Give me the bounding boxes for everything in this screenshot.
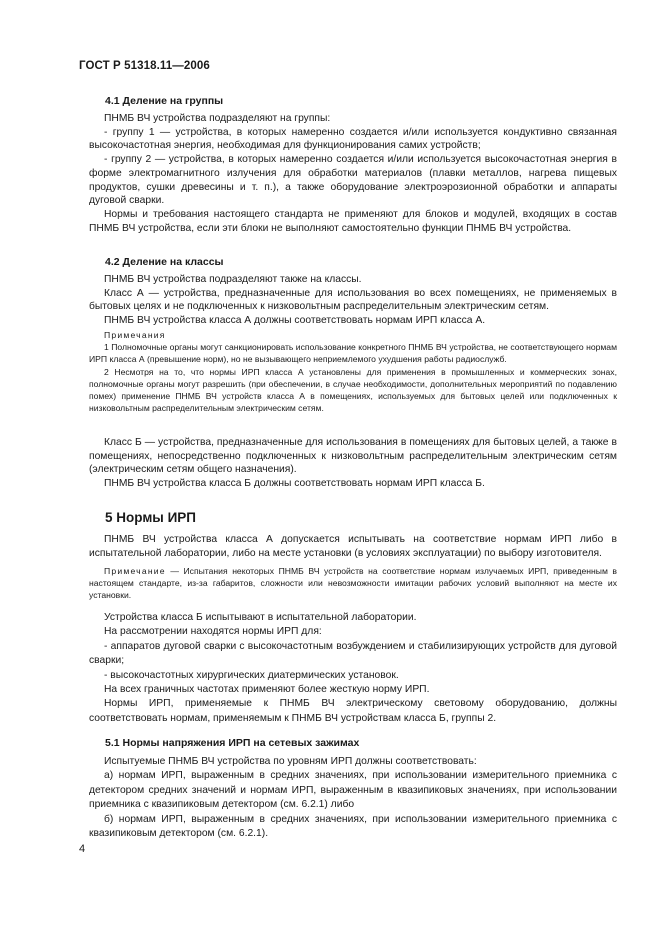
section-4-2-body xyxy=(89,273,617,328)
section-4-1-title: 4.1 Деление на группы xyxy=(105,95,224,107)
paragraph: ПНМБ ВЧ устройства класса А допускается испытывать на соответствие нормам ИРП либо в испытательной лаборатории, либо на месте установки (в условиях эксплуатации) по выбору изготовителя. xyxy=(89,534,617,559)
paragraph: Класс Б — устройства, предназначенные для использования в помещениях для бытовых целей, а также в помещениях, непосредственно подключенных к низковольтным распределительным электрическим сетям (электрическим сетям общего назначения). xyxy=(89,437,617,476)
paragraph: ПНМБ ВЧ устройства подразделяют на группы: xyxy=(104,113,331,124)
paragraph: Нормы и требования настоящего стандарта не применяют для блоков и модулей, входящих в состав ПНМБ ВЧ устройства, если эти блоки не выполняют самостоятельно функции ПНМБ ВЧ устройства. xyxy=(89,208,617,234)
paragraph: - группу 2 — устройства, в которых намеренно создается и/или используется высокочастотная энергия в форме электромагнитного излучения для обработки материалов (плавки металлов, нагрева пищевых продуктов, сушки древесины и т. п.), а также оборудование электроэрозионной обработки и аппараты дуговой сварки. xyxy=(89,154,617,207)
notes-label: Примечания xyxy=(104,330,166,340)
paragraph: На рассмотрении находятся нормы ИРП для: xyxy=(104,626,322,638)
paragraph: а) нормам ИРП, выраженным в средних значениях, при использовании измерительного приемника с детектором средних значений и нормам ИРП, выраженным в квазипиковых значениях, при использовании приемника с квазипиковым детектором (см. 6.2.1) либо xyxy=(89,770,617,811)
paragraph: Класс А — устройства, предназначенные для использования во всех помещениях, не применяемых в бытовых целях и не подключенных к низковольтным распределительным электрическим сетям. xyxy=(89,287,617,313)
section-5-body-2 xyxy=(89,611,617,726)
paragraph: Устройства класса Б испытывают в испытательной лаборатории. xyxy=(104,612,417,623)
notes-block xyxy=(89,330,617,415)
section-4-2-title: 4.2 Деление на классы xyxy=(105,256,224,268)
document-header: ГОСТ Р 51318.11—2006 xyxy=(79,60,210,72)
paragraph: Нормы ИРП, применяемые к ПНМБ ВЧ электрическому световому оборудованию, должны соответствовать нормам, применяемым к ПНМБ ВЧ устройствам класса Б, группы 2. xyxy=(89,698,617,724)
paragraph: ПНМБ ВЧ устройства подразделяют также на классы. xyxy=(104,274,362,285)
page-number: 4 xyxy=(79,843,86,855)
note xyxy=(89,566,617,601)
paragraph: - высокочастотных хирургических диатермических установок. xyxy=(104,669,399,681)
paragraph: ПНМБ ВЧ устройства класса Б должны соответствовать нормам ИРП класса Б. xyxy=(104,478,485,490)
section-5-title: 5 Нормы ИРП xyxy=(105,510,196,525)
paragraph: - группу 1 — устройства, в которых намеренно создается и/или используется кондуктивно связанная высокочастотная энергия, необходимая для функционирования самих устройств; xyxy=(89,126,617,152)
section-5-body xyxy=(89,533,617,560)
section-5-1-title: 5.1 Нормы напряжения ИРП на сетевых зажимах xyxy=(105,737,360,749)
paragraph: На всех граничных частотах применяют более жесткую норму ИРП. xyxy=(104,684,430,696)
section-5-1-body xyxy=(89,755,617,841)
paragraph: б) нормам ИРП, выраженным в средних значениях, при использовании измерительного приемника с квазипиковым детектором (см. 6.2.1). xyxy=(89,813,617,840)
note-text: — Испытания некоторых ПНМБ ВЧ устройств на соответствие нормам излучаемых ИРП, приведенным в настоящем стандарте, из-за габаритов, сложности или невозможности имитации рабочих условий выполняют на месте их установки. xyxy=(89,566,617,600)
paragraph: ПНМБ ВЧ устройства класса А должны соответствовать нормам ИРП класса А. xyxy=(104,315,486,327)
note-2: 2 Несмотря на то, что нормы ИРП класса А установлены для применения в промышленных и коммерческих зонах, полномочные органы могут разрешить (при обеспечении, в случае необходимости, дополнительных мероприятий по подавлению помех) применение ПНМБ ВЧ устройств класса А в помещениях, используемых для бытовых целей или подключенных к низковольтным распределительным электрическим сетям. xyxy=(89,367,617,413)
section-4-2-body-2 xyxy=(89,436,617,491)
section-5-note xyxy=(89,566,617,601)
paragraph: Испытуемые ПНМБ ВЧ устройства по уровням ИРП должны соответствовать: xyxy=(104,756,477,767)
note-label: Примечание xyxy=(104,566,166,576)
paragraph: - аппаратов дуговой сварки с высокочастотным возбуждением и стабилизирующих устройств для дуговой сварки; xyxy=(89,640,617,667)
note-1: 1 Полномочные органы могут санкционировать использование конкретного ПНМБ ВЧ устройства, не соответствующего нормам ИРП класса А (превышение норм), но не вызывающего неприемлемого ухудшения работы радиослужб. xyxy=(89,341,617,364)
section-4-1-body xyxy=(89,112,617,235)
